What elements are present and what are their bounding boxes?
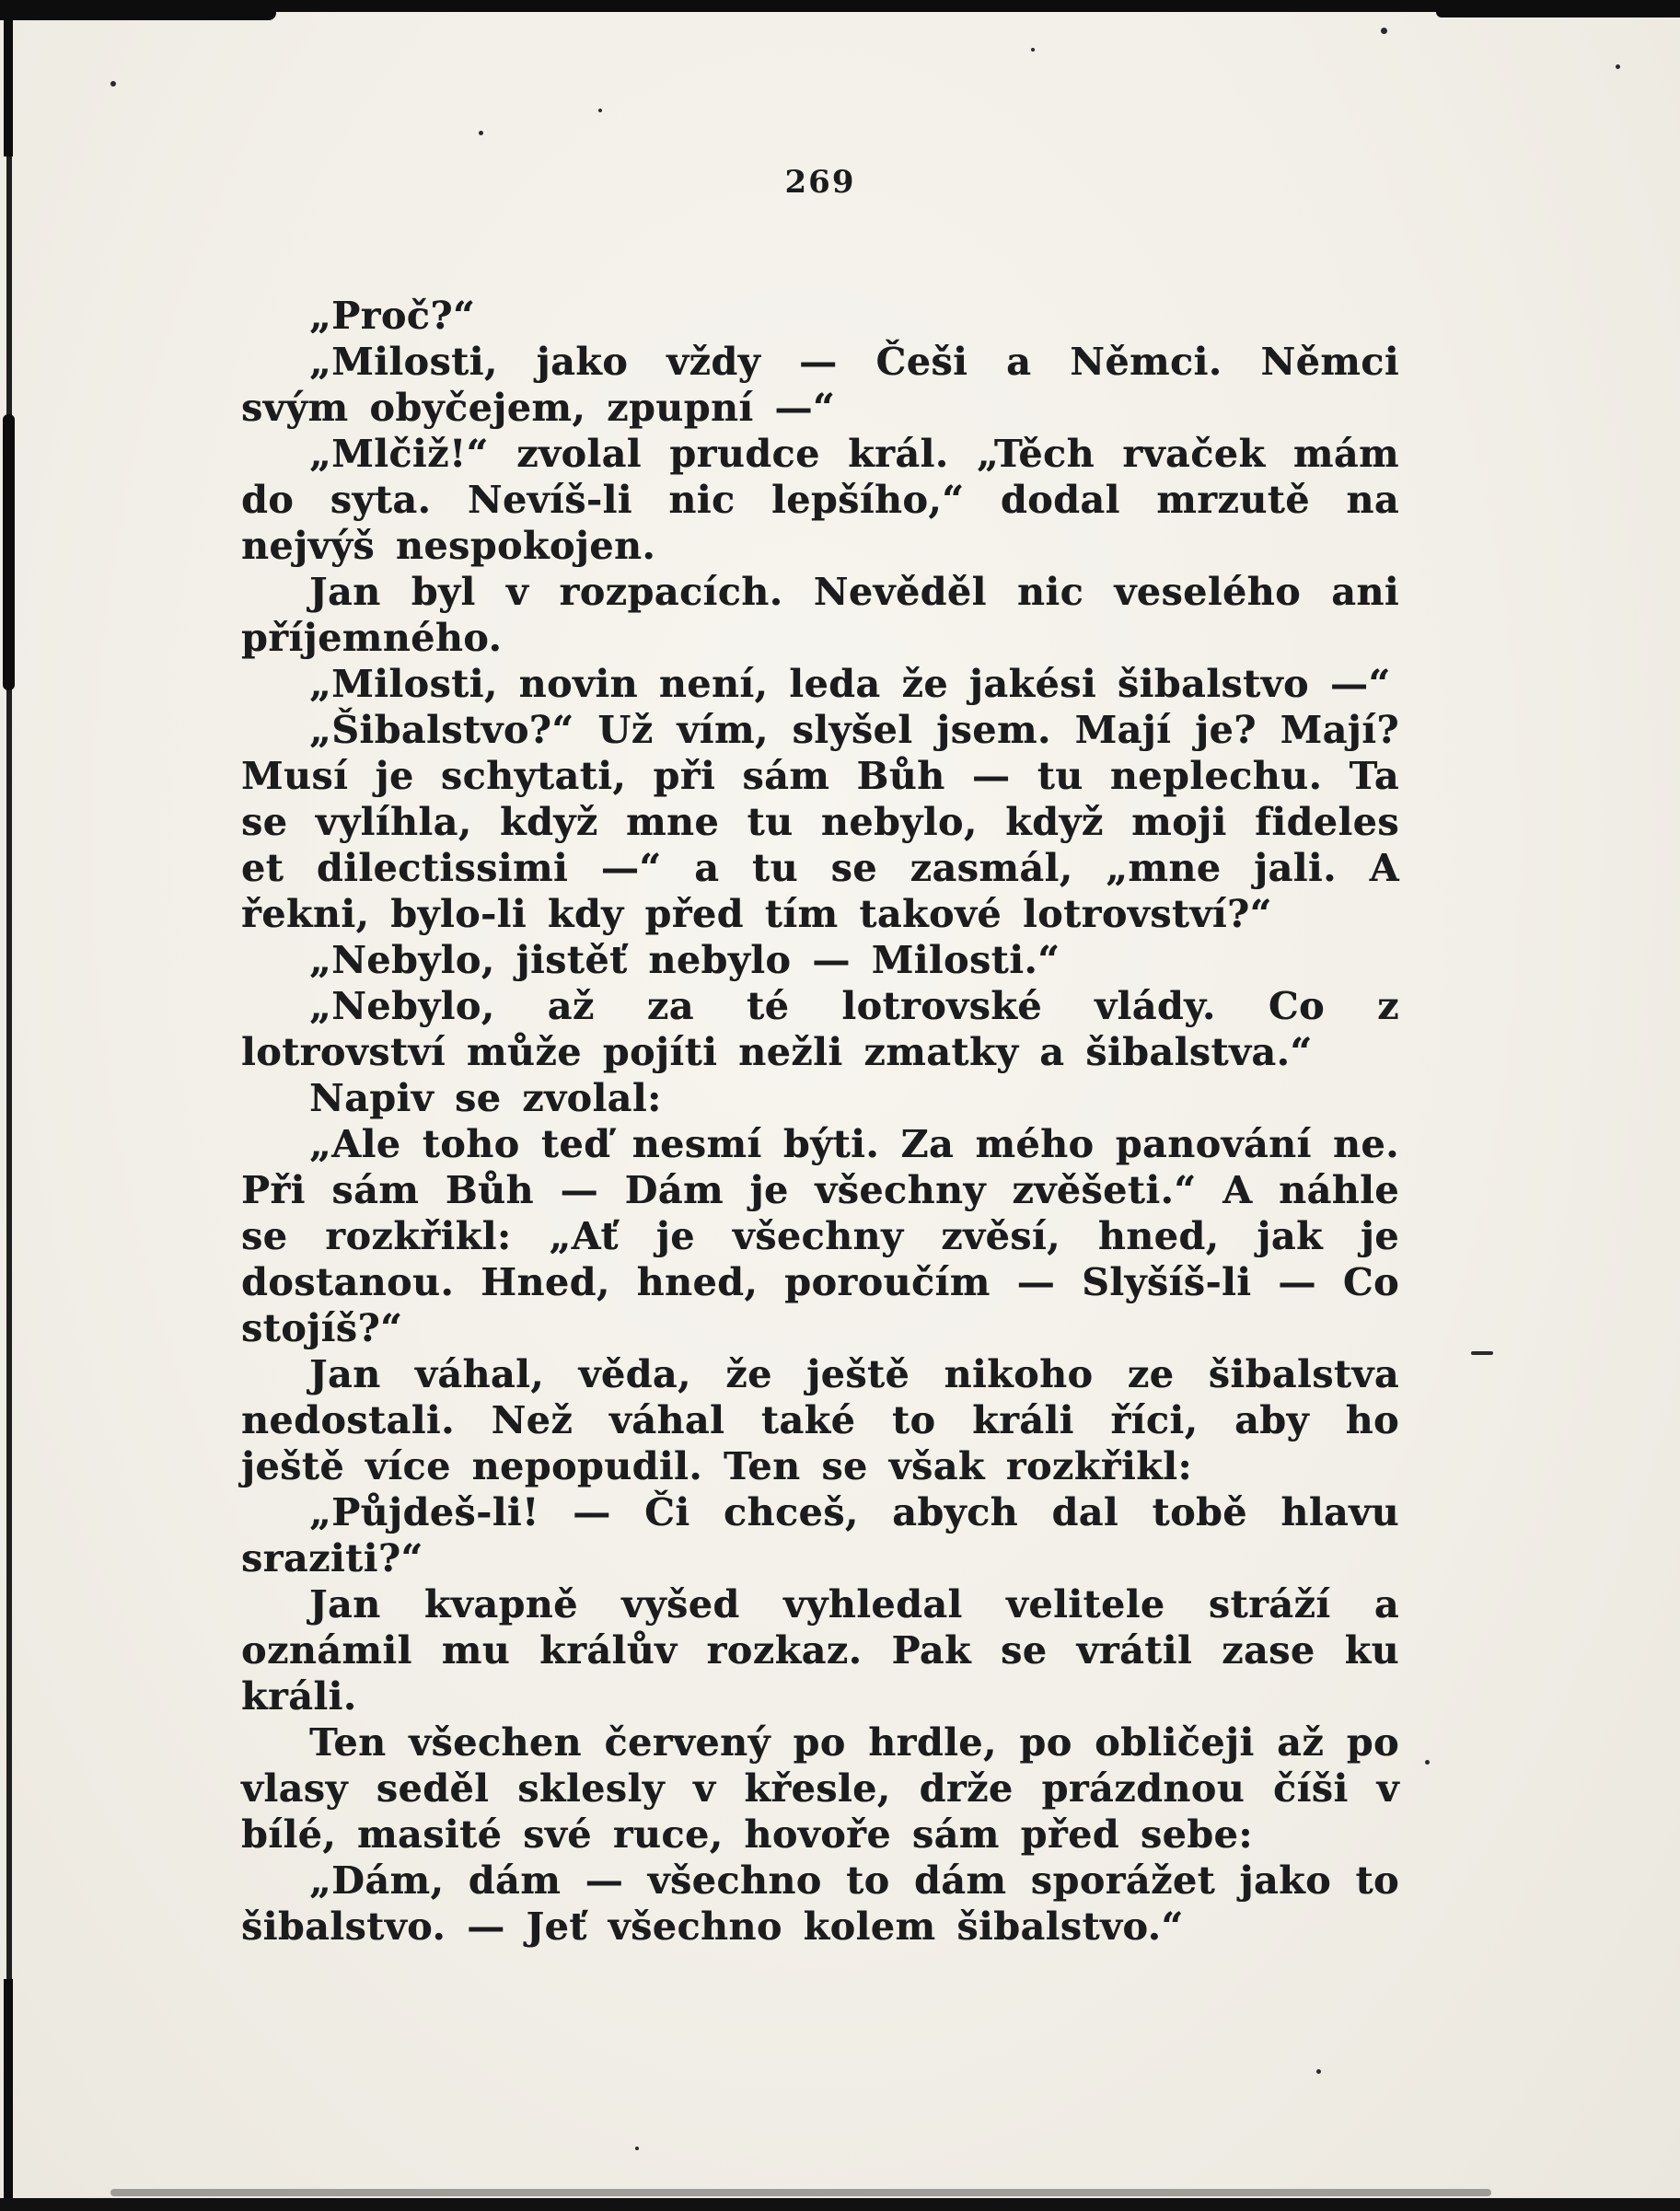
- paragraph: „Milosti, novin není, leda že jakési šibalstvo —“: [309, 662, 1391, 706]
- paragraph: Jan kvapně vyšed vyhledal velitele stráží a oznámil mu králův rozkaz. Pak se vrátil zase ku králi.: [241, 1582, 1399, 1719]
- scan-speck: [479, 131, 483, 135]
- paragraph: „Šibalstvo?“ Už vím, slyšel jsem. Mají je? Mají? Musí je schytati, při sám Bůh — tu neplechu. Ta se vylíhla, když mne tu nebylo, když moji fideles et dilectissimi —“ a tu se zasmál, „mne jali. A řekni, bylo-li kdy před tím takové lotrovství?“: [241, 708, 1399, 936]
- scan-edge-left: [6, 0, 12, 2211]
- paragraph: „Milosti, jako vždy — Češi a Němci. Němci svým obyčejem, zpupní —“: [241, 340, 1399, 430]
- scan-speck: [1425, 1760, 1430, 1765]
- paragraph: „Půjdeš-li! — Či chceš, abych dal tobě hlavu sraziti?“: [241, 1490, 1399, 1580]
- paragraph: Napiv se zvolal:: [309, 1076, 662, 1120]
- scan-edge-left-blob: [4, 0, 13, 156]
- scan-edge-bottom-smear: [110, 2189, 1491, 2196]
- scan-speck: [1031, 48, 1035, 52]
- paragraph: „Ale toho teď nesmí býti. Za mého panování ne. Při sám Bůh — Dám je všechny zvěšeti.“ A náhle se rozkřikl: „Ať je všechny zvěsí, hned, jak je dostanou. Hned, hned, poroučím — Slyšíš-li — Co stojíš?“: [241, 1122, 1399, 1350]
- scan-speck: [635, 2147, 639, 2150]
- scan-edge-top-left-blob: [0, 0, 276, 20]
- scan-edge-top-right-blob: [1436, 0, 1680, 17]
- paragraph: „Mlčiž!“ zvolal prudce král. „Těch rvaček mám do syta. Nevíš-li nic lepšího,“ dodal mrzutě na nejvýš nespokojen.: [241, 432, 1399, 568]
- paragraph: „Nebylo, jistěť nebylo — Milosti.“: [309, 938, 1060, 982]
- scan-edge-left-blob: [4, 1979, 13, 2211]
- scan-edge-left-blob: [3, 414, 15, 690]
- scan-speck: [1316, 2069, 1321, 2074]
- scan-speck: [598, 109, 602, 112]
- paragraph: Ten všechen červený po hrdle, po obličeji až po vlasy seděl sklesly v křesle, drže prázdnou číši v bílé, masité své ruce, hovoře sám před sebe:: [241, 1720, 1399, 1857]
- scan-edge-bottom: [0, 2198, 1680, 2211]
- page-number: 269: [784, 164, 856, 201]
- paragraph: „Nebylo, až za té lotrovské vlády. Co z lotrovství může pojíti nežli zmatky a šibalstva.“: [241, 984, 1399, 1074]
- paragraph: „Proč?“: [309, 294, 476, 338]
- scan-mark-dash: [1471, 1351, 1493, 1355]
- paragraph: „Dám, dám — všechno to dám sporážet jako to šibalstvo. — Jeť všechno kolem šibalstvo.“: [241, 1858, 1399, 1949]
- scan-speck: [110, 81, 116, 87]
- paragraph: Jan váhal, věda, že ještě nikoho ze šibalstva nedostali. Než váhal také to králi říci, aby ho ještě více nepopudil. Ten se však rozkřikl:: [241, 1352, 1399, 1488]
- scan-speck: [1381, 28, 1387, 34]
- paragraph: Jan byl v rozpacích. Nevěděl nic veselého ani příjemného.: [241, 570, 1399, 660]
- text-block: [241, 293, 1399, 1950]
- scan-speck: [1616, 64, 1620, 69]
